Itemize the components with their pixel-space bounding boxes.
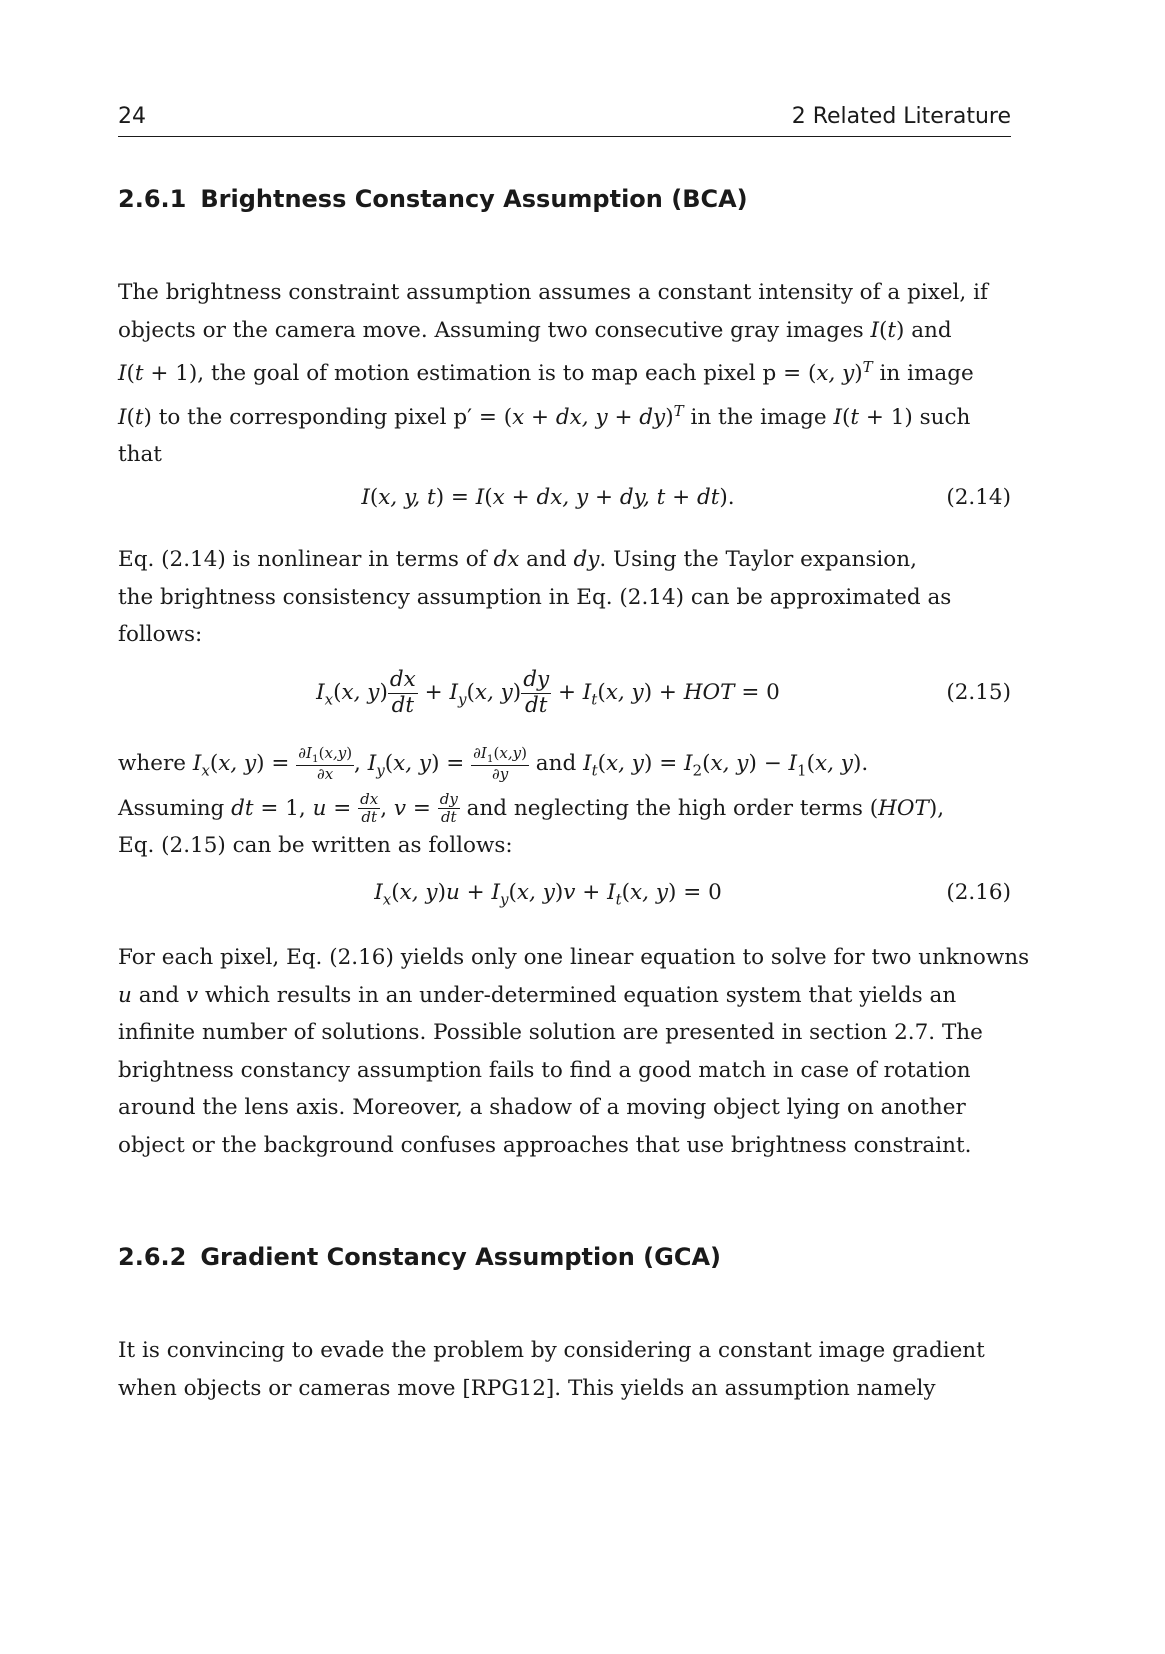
equation-body: $I_x(x$, $y)u + I_y(x$, $y)v + I_t(x$, y) = 0 bbox=[374, 880, 722, 909]
equation-2-14 bbox=[118, 485, 1011, 525]
paragraph-bca-limitations bbox=[118, 939, 1030, 1164]
text-line: It is convincing to evade the problem by considering a constant image gradient bbox=[118, 1338, 985, 1363]
equation-2-15 bbox=[118, 667, 1011, 730]
text-line: Assuming dt = 1, u = $\frac{dx}{dt}$ , v = $\frac{dy}{dt}$ and neglecting the high order terms (HOT), bbox=[118, 790, 945, 827]
text-line: Eq. (2.14) is nonlinear in terms of dx and dy. Using the Taylor expansion, bbox=[118, 547, 917, 572]
text-line: For each pixel, Eq. (2.16) yields only one linear equation to solve for two unknowns bbox=[118, 945, 1030, 970]
equation-number: (2.14) bbox=[946, 485, 1011, 510]
text-line: I(t) to the corresponding pixel p′ = (x + dx, y + dy)$^T$ in the image I(t + 1) such bbox=[118, 401, 971, 430]
text-line: infinite number of solutions. Possible solution are presented in section 2.7. The bbox=[118, 1020, 983, 1045]
text-line: objects or the camera move. Assuming two consecutive gray images I(t) and bbox=[118, 317, 952, 343]
text-line: the brightness consistency assumption in Eq. (2.14) can be approximated as bbox=[118, 584, 952, 610]
paragraph-bca-intro bbox=[118, 274, 1011, 474]
text-line: that bbox=[118, 442, 162, 468]
paragraph-gca-intro bbox=[118, 1332, 1011, 1407]
text-line: object or the background confuses approaches that use brightness constraint. bbox=[118, 1132, 972, 1158]
equation-number: (2.16) bbox=[946, 880, 1011, 905]
text-line: around the lens axis. Moreover, a shadow of a moving object lying on another bbox=[118, 1095, 966, 1120]
section-heading-2-6-2 bbox=[118, 1243, 721, 1271]
equation-2-16 bbox=[118, 880, 1011, 920]
chapter-title: 2 Related Literature bbox=[791, 104, 1011, 129]
paragraph-taylor bbox=[118, 541, 1011, 654]
section-number: 2.6.2 bbox=[118, 1243, 187, 1271]
text-line: The brightness constraint assumption assumes a constant intensity of a pixel, if bbox=[118, 280, 988, 305]
text-line: where $I_x(x$, y) = $\frac{\partial I_1(x,y)}{\partial x}$ , $I_y(x$, y) = $\frac{\partial I_1(x,y)}{\partial y}$ and $I_t(x$, $y) = I_2(x$, $y) - I_1(x$, y). bbox=[118, 744, 869, 784]
section-heading-2-6-1 bbox=[118, 185, 748, 213]
text-line: when objects or cameras move [RPG12]. This yields an assumption namely bbox=[118, 1375, 936, 1401]
text-line: Eq. (2.15) can be written as follows: bbox=[118, 833, 513, 859]
equation-body: $I_x(x$, y) $\frac{dx}{dt}$ + $I_y(x$, y) $\frac{dy}{dt}$ + $I_t(x$, y) + HOT = 0 bbox=[316, 667, 780, 718]
text-line: brightness constancy assumption fails to find a good match in case of rotation bbox=[118, 1057, 971, 1083]
text-line: follows: bbox=[118, 622, 203, 647]
section-title: Brightness Constancy Assumption (BCA) bbox=[200, 185, 748, 213]
text-line: I(t + 1), the goal of motion estimation is to map each pixel p = (x, y)$^T$ in image bbox=[118, 358, 974, 387]
equation-number: (2.15) bbox=[946, 680, 1011, 705]
text-line: u and v which results in an under-determined equation system that yields an bbox=[118, 982, 957, 1008]
paragraph-definitions bbox=[118, 745, 1011, 865]
equation-body: I(x, y, t) = I(x + dx, y + dy, t + dt). bbox=[361, 485, 735, 510]
running-header bbox=[118, 100, 1011, 137]
section-title: Gradient Constancy Assumption (GCA) bbox=[200, 1243, 721, 1271]
page-number: 24 bbox=[118, 104, 146, 129]
section-number: 2.6.1 bbox=[118, 185, 187, 213]
